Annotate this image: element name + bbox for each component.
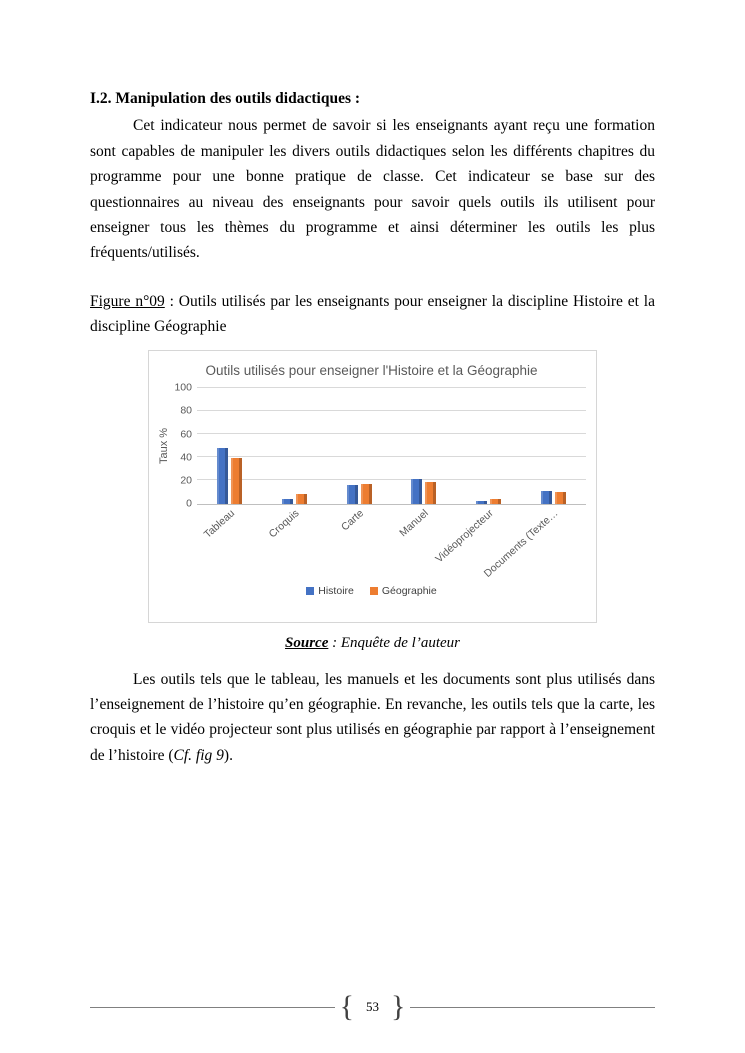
- legend-label: Géographie: [381, 584, 437, 597]
- x-tick-label: Documents (Texte…: [482, 506, 561, 580]
- analysis-text: Les outils tels que le tableau, les manuels et les documents sont plus utilisés dans l’enseignement de l’histoire qu’en géographie. En revanche, les outils tels que la carte, les croquis et le vidéo projecteur sont plus utilisés en géographie par rapport à l’enseignement de l’histoire (: [90, 670, 655, 764]
- x-tick-label: Manuel: [397, 506, 432, 539]
- figure-caption-text: : Outils utilisés par les enseignants pour enseigner la discipline Histoire et la discipline Géographie: [90, 292, 655, 336]
- y-axis-tick-labels: [171, 381, 197, 510]
- content-area: [90, 86, 655, 768]
- y-tick-label: 0: [186, 497, 192, 510]
- y-axis-title-box: [157, 388, 171, 504]
- right-brace-ornament: }: [391, 990, 406, 1023]
- source-text: : Enquête de l’auteur: [328, 634, 460, 651]
- bar-group: [456, 388, 521, 504]
- y-tick-label: 80: [180, 404, 192, 417]
- bar-géographie: [361, 484, 372, 504]
- bar-géographie: [296, 494, 307, 503]
- bar-group: [391, 388, 456, 504]
- legend-swatch: [370, 587, 378, 595]
- bar-group: [327, 388, 392, 504]
- y-tick-label: 100: [174, 381, 192, 394]
- analysis-paragraph: [90, 667, 655, 769]
- bar-histoire: [411, 479, 422, 503]
- x-axis-labels: [197, 505, 586, 579]
- y-axis-title: Taux %: [158, 427, 170, 464]
- bar-group: [262, 388, 327, 504]
- y-tick-label: 60: [180, 427, 192, 440]
- bar-histoire: [282, 499, 293, 504]
- section-heading: I.2. Manipulation des outils didactiques :: [90, 90, 361, 107]
- bar-groups: [197, 388, 586, 504]
- bar-histoire: [476, 501, 487, 503]
- analysis-figure-ref: Cf. fig 9: [173, 746, 224, 764]
- figure-caption-label: Figure n°09: [90, 292, 165, 310]
- figure-caption: [90, 289, 655, 340]
- figure-09-chart: [148, 350, 597, 623]
- x-tick-label: Croquis: [266, 506, 302, 541]
- bar-histoire: [217, 448, 228, 504]
- source-line: [90, 632, 655, 654]
- bar-histoire: [541, 491, 552, 504]
- legend-swatch: [306, 587, 314, 595]
- bar-géographie: [490, 499, 501, 504]
- chart-title: Outils utilisés pour enseigner l'Histoire et la Géographie: [205, 362, 538, 378]
- bar-group: [197, 388, 262, 504]
- chart-body: [157, 381, 586, 580]
- x-tick-label: Carte: [339, 506, 367, 534]
- y-tick-label: 20: [180, 474, 192, 487]
- legend-item-histoire: [306, 585, 354, 597]
- footer-rule-right: [410, 1007, 655, 1008]
- plot-column: [197, 388, 586, 579]
- page-footer: [90, 990, 655, 1024]
- bar-géographie: [425, 482, 436, 504]
- bar-histoire: [347, 485, 358, 504]
- bar-géographie: [555, 492, 566, 504]
- legend-item-géographie: [370, 585, 437, 597]
- legend-label: Histoire: [318, 584, 354, 597]
- analysis-text-end: ).: [223, 746, 233, 764]
- bar-géographie: [231, 458, 242, 503]
- bar-group: [521, 388, 586, 504]
- intro-paragraph: Cet indicateur nous permet de savoir si les enseignants ayant reçu une formation sont capables de manipuler les divers outils didactiques selon les différents chapitres du programme pour une bonne pratique de classe. Cet indicateur se base sur des questionnaires au niveau des enseignants pour savoir quels outils ils utilisent pour enseigner tous les thèmes du programme et ainsi déterminer les outils les plus fréquents/utilisés.: [90, 117, 655, 262]
- page-number: 53: [366, 999, 379, 1014]
- footer-rule-left: [90, 1007, 335, 1008]
- y-tick-label: 40: [180, 451, 192, 464]
- left-brace-ornament: {: [339, 990, 354, 1023]
- x-tick-label: Tableau: [201, 506, 237, 541]
- source-label: Source: [285, 634, 329, 651]
- x-tick-label: Vidéoprojecteur: [433, 506, 497, 565]
- plot-area: [197, 388, 586, 505]
- chart-legend: [157, 585, 586, 597]
